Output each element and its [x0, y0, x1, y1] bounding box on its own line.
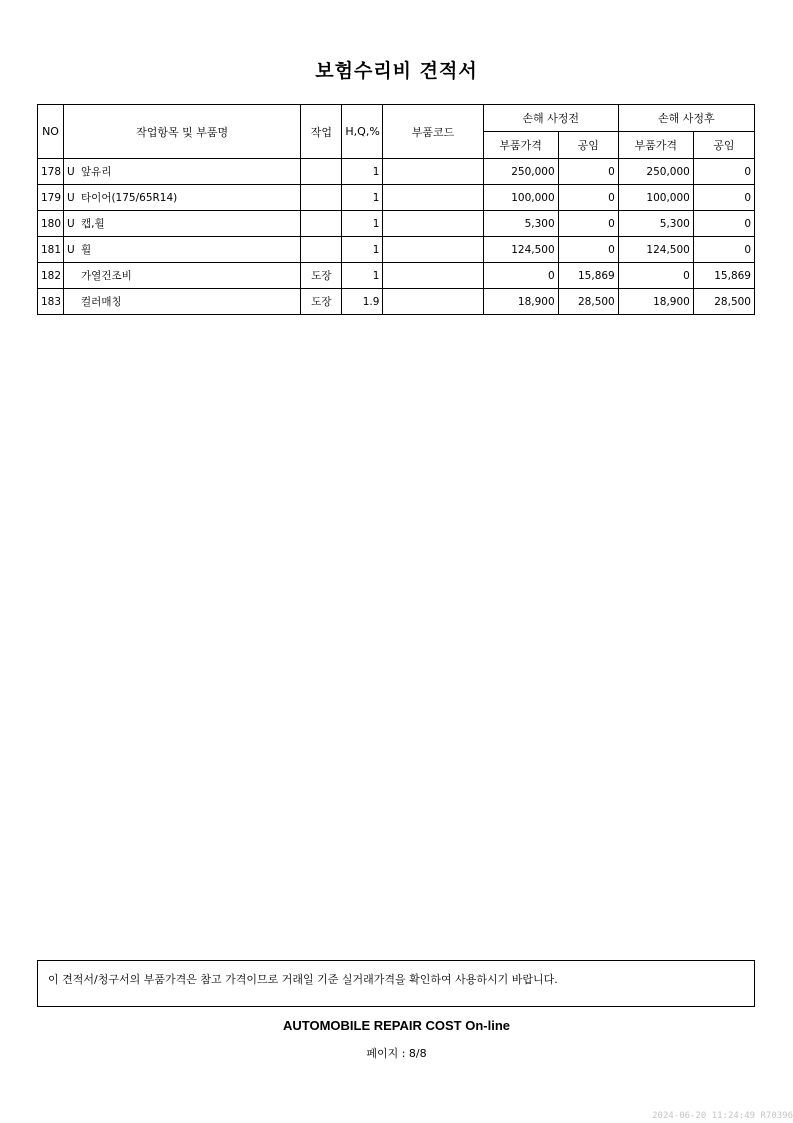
row-after-labor: 0 [693, 159, 754, 185]
row-no: 178 [38, 159, 64, 185]
row-item-label: 휠 [81, 244, 92, 256]
header-hq: H,Q,% [342, 105, 383, 159]
row-item-label: 캡,휠 [81, 218, 105, 230]
row-work-type: 도장 [301, 289, 342, 315]
row-part-code [383, 237, 483, 263]
row-no: 180 [38, 211, 64, 237]
row-work-type: 도장 [301, 263, 342, 289]
row-after-labor: 0 [693, 237, 754, 263]
row-before-labor: 0 [558, 237, 618, 263]
row-no: 182 [38, 263, 64, 289]
header-before-adjustment: 손해 사정전 [483, 105, 618, 132]
table-row [38, 211, 755, 237]
row-hq: 1 [342, 185, 383, 211]
row-part-code [383, 289, 483, 315]
row-before-labor: 0 [558, 159, 618, 185]
header-work: 작업 [301, 105, 342, 159]
row-after-part-price: 250,000 [618, 159, 693, 185]
notice-box [37, 960, 755, 1007]
row-work-type [301, 159, 342, 185]
header-before-part-price: 부품가격 [483, 132, 558, 159]
header-after-part-price: 부품가격 [618, 132, 693, 159]
row-after-part-price: 5,300 [618, 211, 693, 237]
row-before-part-price: 0 [483, 263, 558, 289]
row-before-part-price: 18,900 [483, 289, 558, 315]
row-item-name [64, 185, 301, 211]
row-item-label: 앞유리 [81, 166, 112, 178]
row-after-labor: 0 [693, 211, 754, 237]
estimate-table [37, 104, 755, 315]
row-no: 181 [38, 237, 64, 263]
table-body [38, 159, 755, 315]
row-hq: 1.9 [342, 289, 383, 315]
row-before-part-price: 100,000 [483, 185, 558, 211]
row-before-labor: 15,869 [558, 263, 618, 289]
row-flag: U [67, 166, 75, 178]
row-hq: 1 [342, 159, 383, 185]
row-work-type [301, 211, 342, 237]
page-number: 페이지 : 8/8 [366, 1047, 427, 1060]
row-item-name [64, 211, 301, 237]
document-title: 보험수리비 견적서 [315, 60, 478, 82]
row-work-type [301, 185, 342, 211]
row-item-label: 컬러매칭 [81, 296, 122, 308]
row-part-code [383, 185, 483, 211]
row-item-name [64, 237, 301, 263]
header-before-labor: 공임 [558, 132, 618, 159]
row-part-code [383, 263, 483, 289]
header-item: 작업항목 및 부품명 [64, 105, 301, 159]
row-after-part-price: 18,900 [618, 289, 693, 315]
row-before-part-price: 124,500 [483, 237, 558, 263]
row-before-part-price: 250,000 [483, 159, 558, 185]
row-work-type [301, 237, 342, 263]
table-row [38, 263, 755, 289]
row-hq: 1 [342, 237, 383, 263]
row-after-labor: 0 [693, 185, 754, 211]
row-before-labor: 0 [558, 185, 618, 211]
row-part-code [383, 211, 483, 237]
row-hq: 1 [342, 211, 383, 237]
print-timestamp: 2024-06-20 11:24:49 R70396 [652, 1111, 793, 1121]
header-part-code: 부품코드 [383, 105, 483, 159]
header-after-adjustment: 손해 사정후 [618, 105, 754, 132]
row-item-label: 타이어(175/65R14) [81, 192, 178, 204]
row-flag: U [67, 244, 75, 256]
row-item-name [64, 289, 301, 315]
row-part-code [383, 159, 483, 185]
row-after-part-price: 100,000 [618, 185, 693, 211]
row-item-label: 가열건조비 [81, 270, 132, 282]
row-flag: U [67, 192, 75, 204]
header-after-labor: 공임 [693, 132, 754, 159]
row-item-name [64, 263, 301, 289]
row-hq: 1 [342, 263, 383, 289]
row-before-part-price: 5,300 [483, 211, 558, 237]
table-row [38, 289, 755, 315]
table-row [38, 237, 755, 263]
row-after-labor: 28,500 [693, 289, 754, 315]
row-before-labor: 0 [558, 211, 618, 237]
row-flag: U [67, 218, 75, 230]
row-after-part-price: 124,500 [618, 237, 693, 263]
row-no: 179 [38, 185, 64, 211]
row-after-part-price: 0 [618, 263, 693, 289]
row-before-labor: 28,500 [558, 289, 618, 315]
row-after-labor: 15,869 [693, 263, 754, 289]
notice-text: 이 견적서/청구서의 부품가격은 참고 가격이므로 거래일 기준 실거래가격을 확인하여 사용하시기 바랍니다. [48, 973, 558, 986]
row-no: 183 [38, 289, 64, 315]
header-no: NO [38, 105, 64, 159]
row-item-name [64, 159, 301, 185]
table-row [38, 185, 755, 211]
brand-footer: AUTOMOBILE REPAIR COST On-line [282, 1018, 511, 1033]
table-row [38, 159, 755, 185]
